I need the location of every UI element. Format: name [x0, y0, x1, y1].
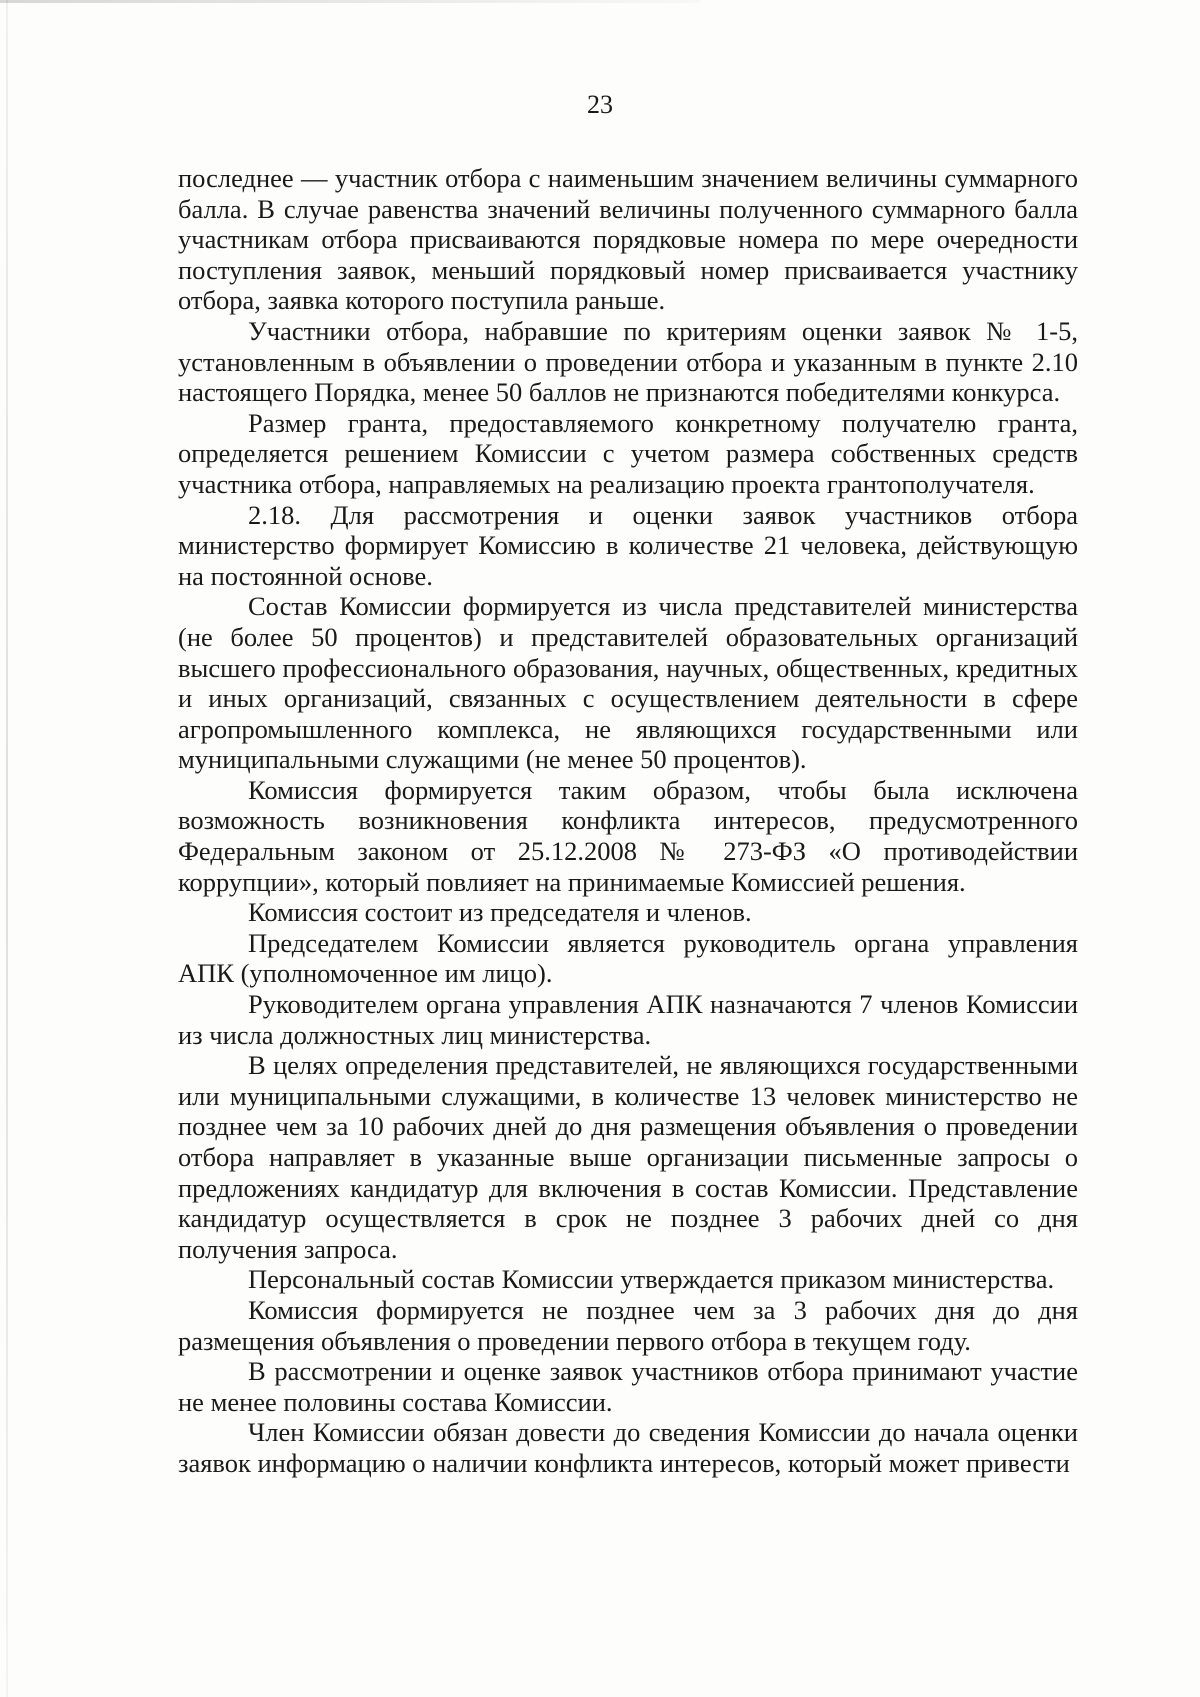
document-body [178, 163, 1078, 1479]
scan-edge-left [6, 0, 8, 1697]
paragraph: 2.18. Для рассмотрения и оценки заявок участников отбора министерство формирует Комиссию в количестве 21 человека, действующую на постоянной основе. [178, 499, 1078, 591]
paragraph: В рассмотрении и оценке заявок участников отбора принимают участие не менее половины состава Комиссии. [178, 1356, 1078, 1417]
scan-edge-top [0, 0, 700, 3]
page-number: 23 [587, 90, 613, 119]
paragraph: Председателем Комиссии является руководитель органа управления АПК (уполномоченное им лицо). [178, 927, 1078, 989]
paragraph: Состав Комиссии формируется из числа представителей министерства (не более 50 процентов) и представителей образовательных организаций высшего профессионального образования, научных, общественных, кредитных и иных организаций, связанных с осуществлением деятельности в сфере агропромышленного комплекса, не являющихся государственными или муниципальными служащими (не менее 50 процентов). [178, 591, 1078, 775]
paragraph: Комиссия состоит из председателя и членов. [248, 897, 752, 928]
paragraph: Руководителем органа управления АПК назначаются 7 членов Комиссии из числа должностных лиц министерства. [178, 989, 1078, 1050]
paragraph: Член Комиссии обязан довести до сведения Комиссии до начала оценки заявок информацию о наличии конфликта интересов, который может привести [178, 1417, 1078, 1478]
paragraph: Комиссия формируется таким образом, чтобы была исключена возможность возникновения конфликта интересов, предусмотренного Федеральным законом от 25.12.2008 № 273-ФЗ «О противодействии коррупции», который повлияет на принимаемые Комиссией решения. [178, 774, 1078, 897]
paragraph: В целях определения представителей, не являющихся государственными или муниципальными служащими, в количестве 13 человек министерство не позднее чем за 10 рабочих дней до дня размещения объявления о проведении отбора направляет в указанные выше организации письменные запросы о предложениях кандидатур для включения в состав Комиссии. Представление кандидатур осуществляется в срок не позднее 3 рабочих дней со дня получения запроса. [178, 1050, 1078, 1264]
paragraph: Персональный состав Комиссии утверждается приказом министерства. [248, 1264, 1055, 1295]
paragraph: Комиссия формируется не позднее чем за 3 рабочих дня до дня размещения объявления о проведении первого отбора в текущем году. [178, 1294, 1078, 1356]
paragraph: Участники отбора, набравшие по критериям оценки заявок № 1-5, установленным в объявлении о проведении отбора и указанным в пункте 2.10 настоящего Порядка, менее 50 баллов не признаются победителями конкурса. [178, 315, 1078, 408]
paragraph: последнее — участник отбора с наименьшим значением величины суммарного балла. В случае равенства значений величины полученного суммарного балла участникам отбора присваиваются порядковые номера по мере очередности поступления заявок, меньший порядковый номер присваивается участнику отбора, заявка которого поступила раньше. [178, 163, 1078, 316]
paragraph: Размер гранта, предоставляемого конкретному получателю гранта, определяется решением Комиссии с учетом размера собственных средств участника отбора, направляемых на реализацию проекта грантополучателя. [178, 407, 1078, 499]
